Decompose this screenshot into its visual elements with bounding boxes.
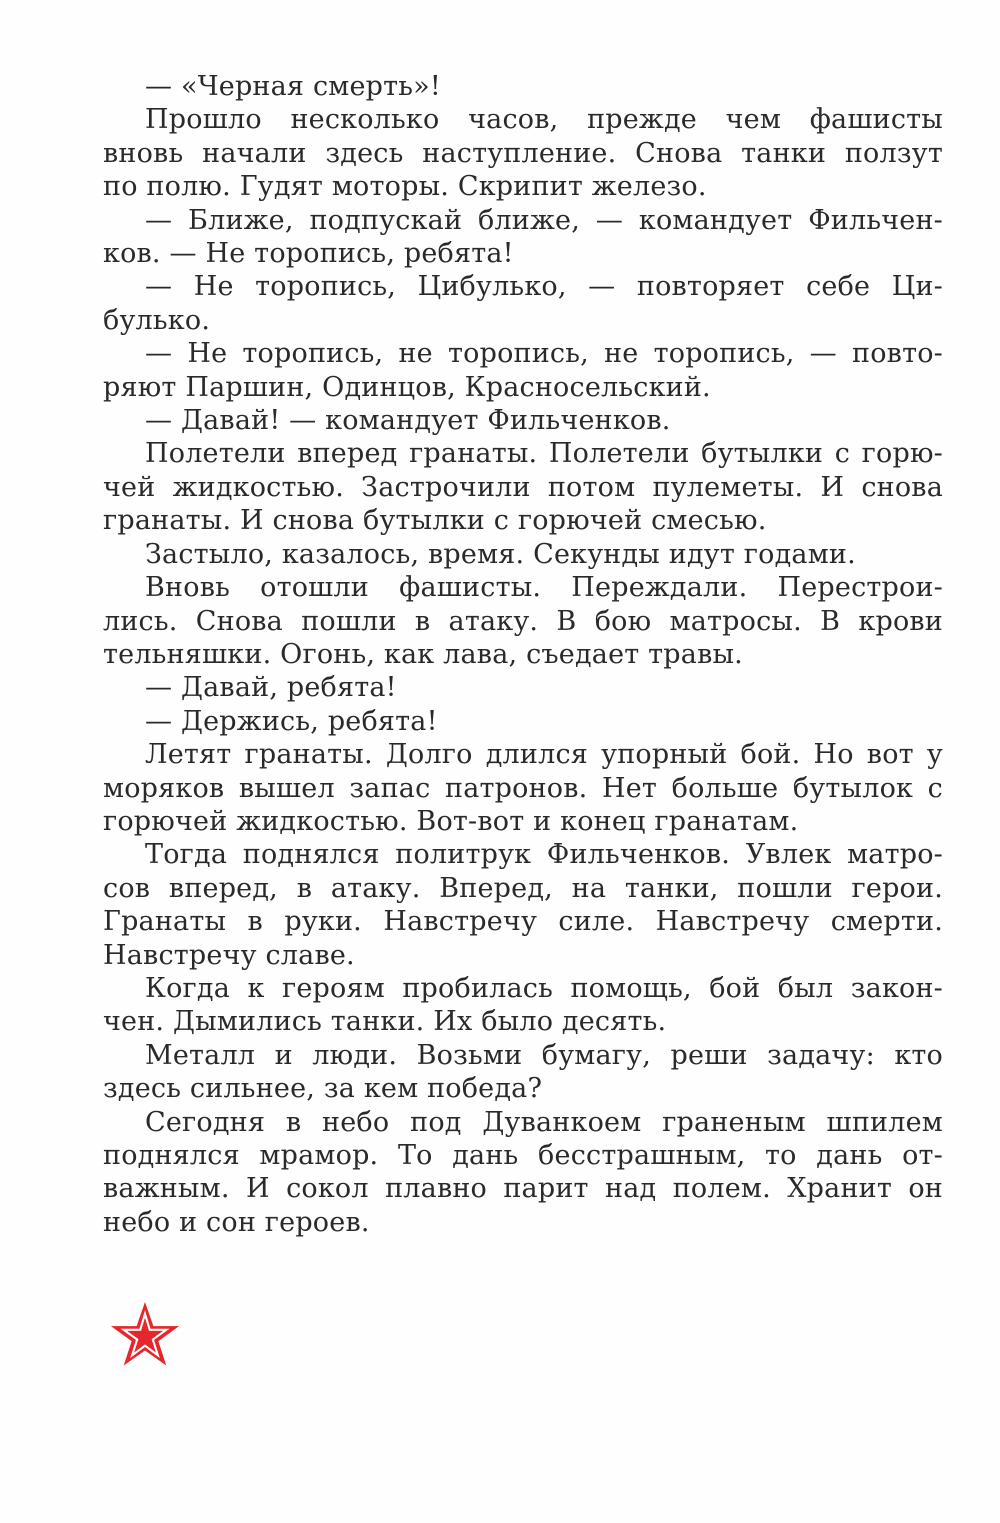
text-line: Прошло несколько часов, прежде чем фашисты — [145, 104, 943, 136]
text-line: ков. — Не торопись, ребята! — [103, 238, 514, 270]
paragraph — [103, 404, 943, 437]
text-line: Тогда поднялся политрук Фильченков. Увлек матро- — [145, 839, 943, 871]
text-line: — Держись, ребята! — [145, 705, 438, 737]
text-line: важным. И сокол плавно парит над полем. Хранит он — [103, 1173, 943, 1205]
text-line: — «Черная смерть»! — [145, 71, 441, 102]
text-line: Летят гранаты. Долго длился упорный бой. Но вот у — [145, 739, 943, 771]
paragraph — [103, 738, 943, 838]
text-line: по полю. Гудят моторы. Скрипит железо. — [103, 171, 707, 203]
paragraph — [103, 571, 943, 671]
paragraph — [103, 437, 943, 537]
text-line: — Давай! — командует Фильченков. — [145, 405, 671, 437]
red-star-icon — [110, 1302, 180, 1372]
text-line: моряков вышел запас патронов. Нет больше бутылок с — [103, 772, 943, 804]
paragraph — [103, 538, 943, 571]
paragraph — [103, 204, 943, 271]
paragraph — [103, 972, 943, 1039]
paragraph — [103, 270, 943, 337]
text-line: ряют Паршин, Одинцов, Красносельский. — [103, 371, 711, 403]
text-line: чен. Дымились танки. Их было десять. — [103, 1006, 667, 1038]
text-line: Вновь отошли фашисты. Переждали. Перестрои- — [145, 572, 943, 604]
text-line: — Не торопись, не торопись, не торопись, — повто- — [145, 338, 943, 370]
text-line: поднялся мрамор. То дань бесстрашным, то дань от- — [103, 1140, 943, 1171]
text-line: Застыло, казалось, время. Секунды идут годами. — [145, 538, 856, 570]
text-line: Сегодня в небо под Дуванкоем граненым шпилем — [145, 1106, 943, 1138]
text-line: Металл и люди. Возьми бумагу, реши задачу: кто — [145, 1039, 943, 1071]
paragraph — [103, 838, 943, 972]
paragraph — [103, 1039, 943, 1106]
paragraph — [103, 337, 943, 404]
text-line: чей жидкостью. Застрочили потом пулеметы. И снова — [103, 471, 943, 503]
paragraph — [103, 705, 943, 738]
paragraph — [103, 103, 943, 203]
text-line: — Ближе, подпускай ближе, — командует Фильчен- — [145, 204, 943, 236]
text-line: горючей жидкостью. Вот-вот и конец гранатам. — [103, 805, 799, 837]
paragraph — [103, 70, 943, 103]
text-line: здесь сильнее, за кем победа? — [103, 1073, 543, 1105]
paragraph — [103, 671, 943, 704]
text-line: Гранаты в руки. Навстречу силе. Навстречу смерти. — [103, 906, 943, 938]
text-line: вновь начали здесь наступление. Снова танки ползут — [103, 137, 943, 169]
paragraph — [103, 1106, 943, 1240]
text-line: Когда к героям пробилась помощь, бой был закон- — [145, 972, 943, 1004]
text-line: небо и сон героев. — [103, 1206, 370, 1238]
text-line: — Не торопись, Цибулько, — повторяет себе Ци- — [145, 271, 943, 303]
story-text — [103, 70, 943, 1239]
text-line: сов вперед, в атаку. Вперед, на танки, пошли герои. — [103, 872, 943, 904]
text-line: булько. — [103, 304, 211, 336]
text-line: — Давай, ребята! — [145, 672, 397, 704]
text-line: Навстречу славе. — [103, 939, 355, 971]
text-line: гранаты. И снова бутылки с горючей смесью. — [103, 505, 767, 537]
text-line: лись. Снова пошли в атаку. В бою матросы. В крови — [103, 605, 943, 637]
text-line: тельняшки. Огонь, как лава, съедает травы. — [103, 638, 743, 670]
text-line: Полетели вперед гранаты. Полетели бутылки с горю- — [145, 438, 943, 470]
